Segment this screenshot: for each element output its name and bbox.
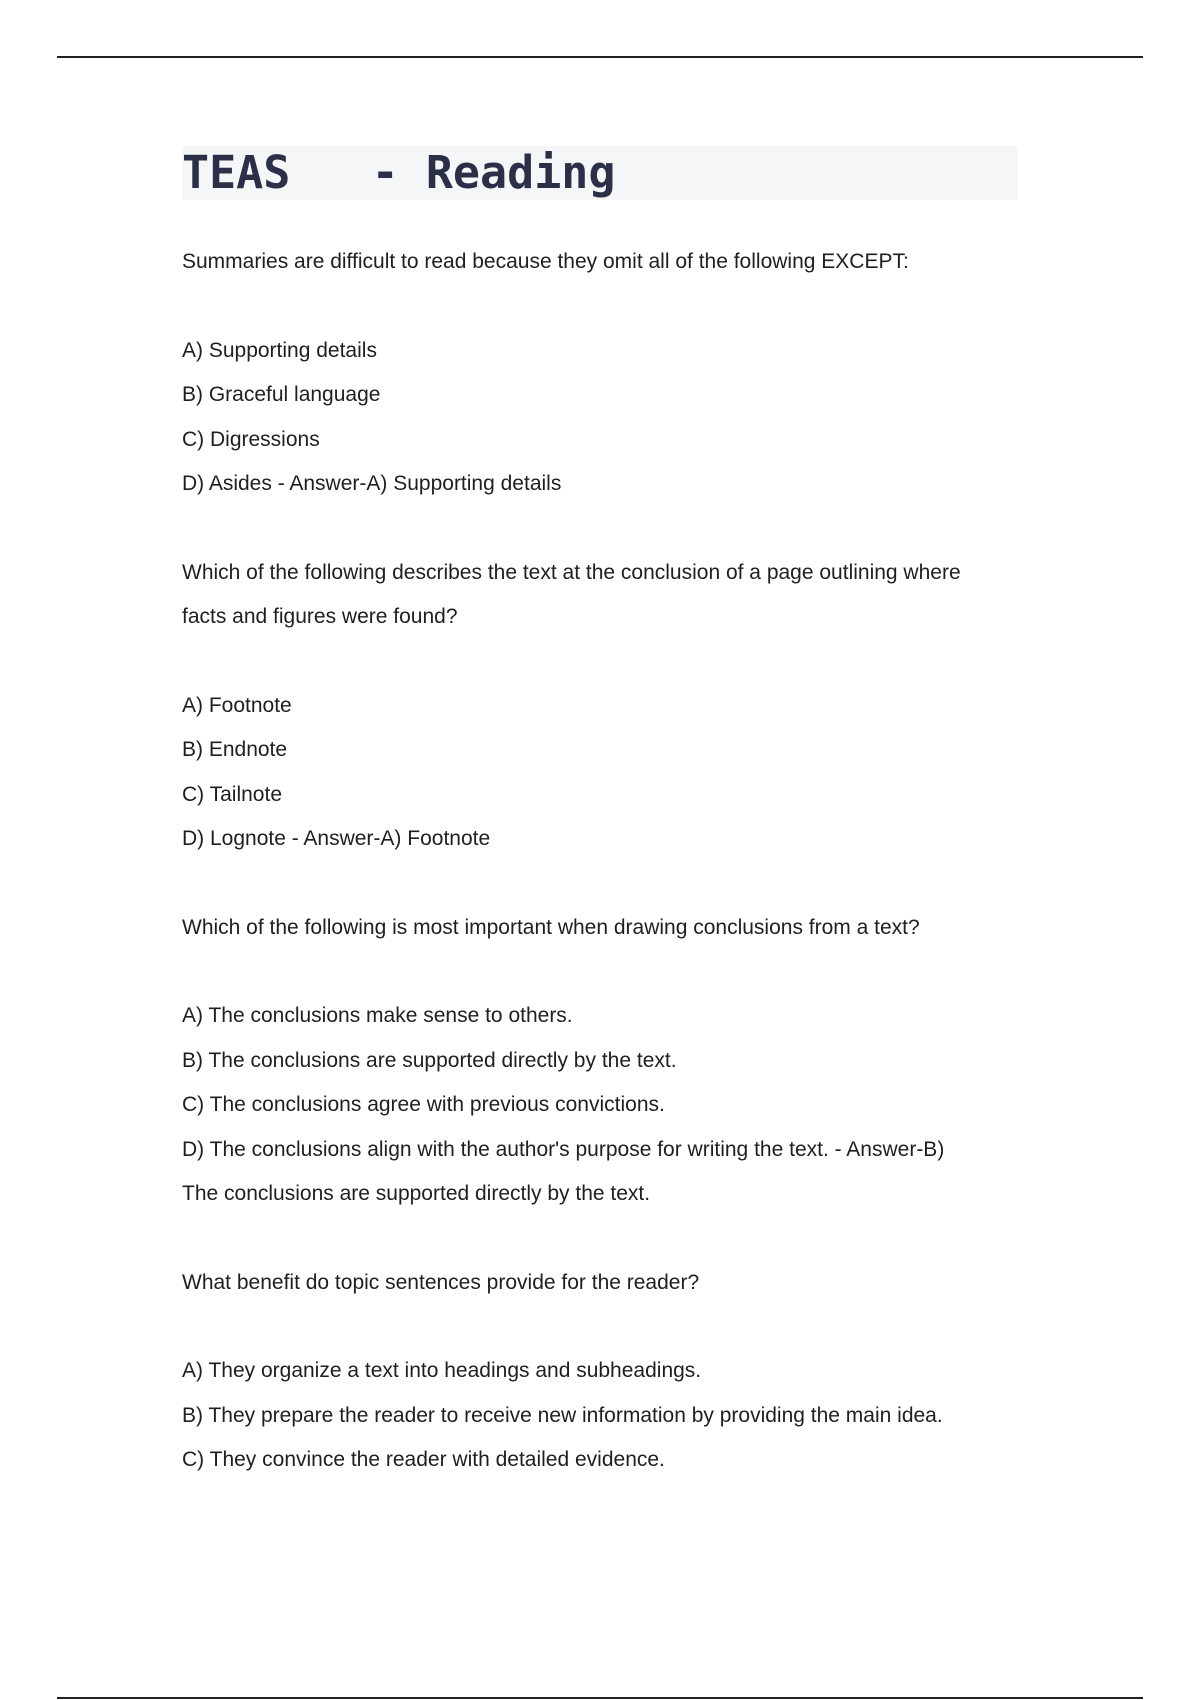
top-rule [57, 56, 1143, 58]
option-item: C) Digressions [182, 427, 320, 451]
question-line: facts and figures were found? [182, 605, 458, 628]
question-text [182, 240, 1022, 285]
option-item: C) The conclusions agree with previous convictions. [182, 1093, 665, 1116]
option-item: A) They organize a text into headings and subheadings. [182, 1359, 702, 1382]
option-list [182, 1349, 1022, 1483]
question-block [182, 551, 1022, 862]
document-title: TEAS - Reading [182, 146, 616, 199]
option-item: B) They prepare the reader to receive new information by providing the main idea. [182, 1403, 943, 1427]
option-item: B) Endnote [182, 738, 288, 761]
question-text [182, 551, 1022, 640]
question-block [182, 1261, 1022, 1483]
option-list [182, 329, 1022, 507]
option-list [182, 684, 1022, 862]
option-item: A) The conclusions make sense to others. [182, 1004, 573, 1027]
question-block [182, 240, 1022, 507]
option-item: C) Tailnote [182, 782, 282, 806]
option-item: B) Graceful language [182, 383, 381, 406]
option-item: A) Footnote [182, 693, 292, 717]
option-item-with-answer: D) Asides - Answer-A) Supporting details [182, 472, 562, 495]
answer-continuation: The conclusions are supported directly by the text. [182, 1182, 651, 1205]
option-item: A) Supporting details [182, 338, 377, 362]
question-line: Summaries are difficult to read because they omit all of the following EXCEPT: [182, 250, 909, 273]
question-text [182, 906, 1022, 951]
question-block [182, 906, 1022, 1217]
question-line: Which of the following is most important when drawing conclusions from a text? [182, 915, 920, 939]
option-item-with-answer: D) Lognote - Answer-A) Footnote [182, 827, 491, 850]
option-item: C) They convince the reader with detailed evidence. [182, 1448, 665, 1471]
bottom-rule [57, 1697, 1143, 1699]
document-body [182, 146, 1022, 1527]
option-item: B) The conclusions are supported directly by the text. [182, 1048, 677, 1072]
option-list [182, 994, 1022, 1217]
question-line: What benefit do topic sentences provide for the reader? [182, 1270, 700, 1294]
question-text [182, 1261, 1022, 1306]
title-band [182, 146, 1018, 200]
option-item-with-answer: D) The conclusions align with the author's purpose for writing the text. - Answer-B) [182, 1137, 945, 1161]
question-line: Which of the following describes the text at the conclusion of a page outlining where [182, 560, 961, 584]
